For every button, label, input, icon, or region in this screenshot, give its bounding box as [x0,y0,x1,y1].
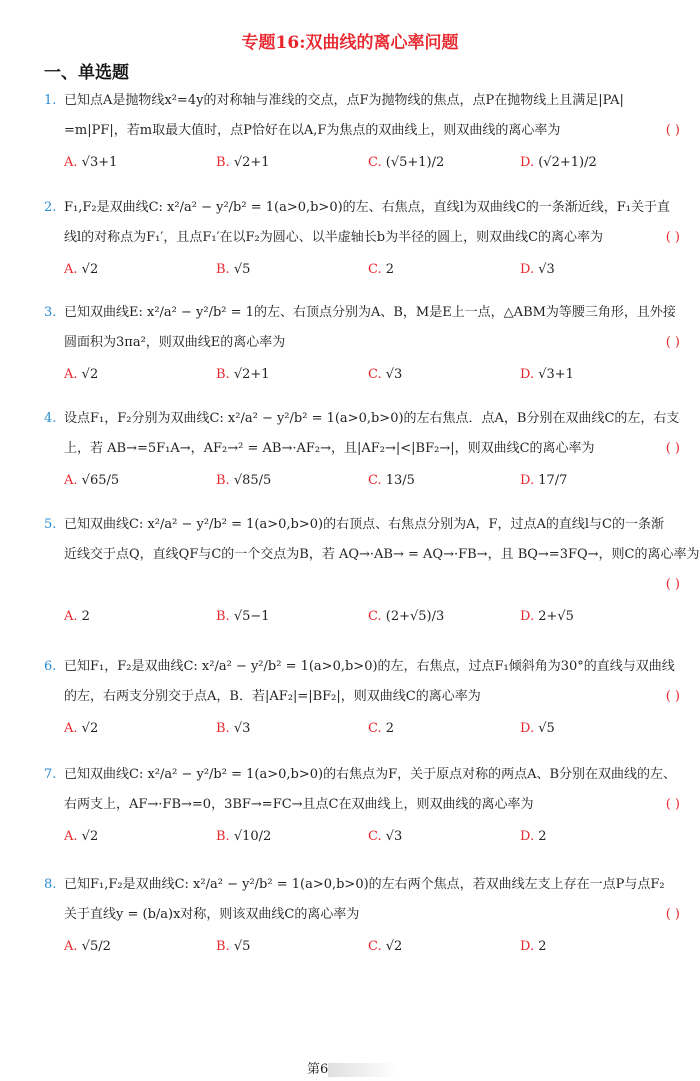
question-number: 2. [44,200,57,215]
option-label: C. [368,155,382,170]
option-c [368,822,402,852]
question-text: 圆面积为3πa²，则双曲线E的离心率为 [64,335,286,350]
option-value: (√2+1)/2 [534,155,597,170]
option-value: √3+1 [534,367,574,382]
option-value: √3 [534,262,555,277]
page-number-fade [328,1063,398,1077]
answer-blank: ( ) [665,797,680,812]
option-b [216,466,271,496]
question-text: F₁,F₂是双曲线C: x²/a² − y²/b² = 1(a>0,b>0)的左、右焦点，直线l为双曲线C的一条渐近线，F₁关于直 [64,200,671,215]
option-value: 2 [381,262,395,277]
option-value: √5 [229,939,251,954]
option-d [520,932,547,962]
question-4 [44,404,684,500]
question-line [44,900,684,930]
answer-blank: ( ) [665,441,680,456]
option-a [64,822,98,852]
option-label: A. [64,829,78,844]
option-value: (√5+1)/2 [381,155,445,170]
question-line [44,682,684,712]
question-number: 7. [44,767,57,782]
option-label: B. [216,367,230,382]
option-label: C. [368,262,382,277]
option-value: √5/2 [77,939,111,954]
option-value: 13/5 [381,473,415,488]
option-c [368,466,415,496]
option-label: D. [520,721,535,736]
option-b [216,822,271,852]
option-c [368,360,402,390]
question-7 [44,760,684,856]
option-value: √3 [229,721,251,736]
question-text: 已知双曲线C: x²/a² − y²/b² = 1(a>0,b>0)的右焦点为F，关于原点对称的两点A、B分别在双曲线的左、 [64,767,677,782]
option-label: D. [520,367,535,382]
options-row [44,255,684,289]
option-label: C. [368,473,382,488]
question-text: 设点F₁，F₂分别为双曲线C: x²/a² − y²/b² = 1(a>0,b>0)的左右焦点．点A，B分别在双曲线C的左，右支 [64,411,680,426]
question-line [44,652,684,682]
option-a [64,255,98,285]
option-d [520,714,555,744]
question-text: 已知点A是抛物线x²=4y的对称轴与准线的交点，点F为抛物线的焦点，点P在抛物线上且满足|PA| [64,93,624,108]
option-label: D. [520,609,535,624]
option-label: D. [520,473,535,488]
question-text: 右两支上，AF→·FB→=0，3BF→=FC→且点C在双曲线上，则双曲线的离心率为 [64,797,534,812]
option-label: B. [216,609,230,624]
option-label: D. [520,939,535,954]
option-value: √2 [77,367,99,382]
question-line [44,540,700,570]
option-b [216,360,270,390]
question-line [44,193,684,223]
option-value: 2 [77,609,90,624]
option-label: C. [368,829,382,844]
option-b [216,602,270,632]
answer-blank: ( ) [665,230,680,245]
option-value: (2+√5)/3 [381,609,445,624]
question-number: 6. [44,659,57,674]
options-row [44,148,684,182]
question-line [44,298,684,328]
options-row [44,602,684,636]
question-text: 上，若 AB→=5F₁A→，AF₂→² = AB→·AF₂→，且|AF₂→|<|BF₂→|，则双曲线C的离心率为 [64,441,595,456]
question-2 [44,193,684,289]
option-label: C. [368,721,382,736]
option-label: A. [64,262,78,277]
question-text: 已知双曲线C: x²/a² − y²/b² = 1(a>0,b>0)的右顶点、右焦点分别为A，F，过点A的直线l与C的一条渐 [64,517,664,532]
option-b [216,714,250,744]
question-text: 线l的对称点为F₁′，且点F₁′在以F₂为圆心、以半虚轴长b为半径的圆上，则双曲线C的离心率为 [64,230,604,245]
question-8 [44,870,684,966]
option-label: A. [64,473,78,488]
question-text: 已知F₁，F₂是双曲线C: x²/a² − y²/b² = 1(a>0,b>0)的左，右焦点，过点F₁倾斜角为30°的直线与双曲线 [64,659,675,674]
option-value: √5 [229,262,251,277]
option-a [64,466,119,496]
answer-blank: ( ) [665,577,680,592]
question-line [44,760,684,790]
option-value: 2 [381,721,395,736]
option-c [368,602,444,632]
option-a [64,932,111,962]
option-label: D. [520,262,535,277]
question-line [44,434,684,464]
option-b [216,255,250,285]
option-label: A. [64,155,78,170]
question-text: =m|PF|，若m取最大值时，点P恰好在以A,F为焦点的双曲线上，则双曲线的离心率为 [64,123,561,138]
question-text: 已知双曲线E: x²/a² − y²/b² = 1的左、右顶点分别为A、B，M是E上一点，△ABM为等腰三角形，且外接 [64,305,676,320]
option-d [520,822,547,852]
option-value: √5 [534,721,555,736]
option-d [520,255,555,285]
option-value: √3 [381,829,403,844]
page-title: 专题16:双曲线的离心率问题 [241,33,459,53]
question-text: 已知F₁,F₂是双曲线C: x²/a² − y²/b² = 1(a>0,b>0)的左右两个焦点，若双曲线左支上存在一点P与点F₂ [64,877,665,892]
question-line [44,404,684,434]
option-label: D. [520,829,535,844]
option-c [368,932,402,962]
question-1 [44,86,684,182]
option-label: C. [368,609,382,624]
option-label: C. [368,367,382,382]
options-row [44,822,684,856]
answer-blank: ( ) [665,335,680,350]
option-label: B. [216,262,230,277]
question-number: 1. [44,93,57,108]
option-value: √2 [77,829,99,844]
question-6 [44,652,684,748]
option-label: A. [64,609,78,624]
options-row [44,714,684,748]
option-value: 17/7 [534,473,568,488]
option-b [216,932,250,962]
question-text: 关于直线y = (b/a)x对称，则该双曲线C的离心率为 [64,907,360,922]
option-label: D. [520,155,535,170]
answer-blank: ( ) [665,123,680,138]
question-number: 8. [44,877,57,892]
question-line [44,328,684,358]
option-a [64,714,98,744]
answer-blank-line [44,570,684,600]
option-d [520,360,574,390]
option-a [64,148,117,178]
option-value: 2+√5 [534,609,574,624]
question-line [44,510,684,540]
question-line [44,86,684,116]
option-label: B. [216,473,230,488]
question-line [44,870,684,900]
question-5 [44,510,700,636]
option-label: A. [64,721,78,736]
option-value: √2 [77,721,99,736]
options-row [44,466,684,500]
question-number: 4. [44,411,57,426]
page-number: 第6 [307,1062,329,1077]
options-row [44,360,684,394]
section-heading: 一、单选题 [44,63,129,83]
option-d [520,148,597,178]
question-text: 的左，右两支分别交于点A，B．若|AF₂|=|BF₂|，则双曲线C的离心率为 [64,689,481,704]
question-line [44,790,684,820]
option-value: √2 [77,262,99,277]
option-d [520,602,574,632]
option-value: √2 [381,939,403,954]
option-value: √2+1 [229,155,270,170]
question-3 [44,298,684,394]
option-a [64,602,90,632]
option-value: √5−1 [229,609,270,624]
option-label: B. [216,829,230,844]
answer-blank: ( ) [665,689,680,704]
question-line [44,116,684,146]
option-value: √2+1 [229,367,270,382]
option-d [520,466,567,496]
option-b [216,148,270,178]
option-c [368,714,394,744]
option-label: C. [368,939,382,954]
option-value: √85/5 [229,473,272,488]
option-label: B. [216,939,230,954]
question-text: 近线交于点Q，直线QF与C的一个交点为B，若 AQ→·AB→ = AQ→·FB→，且 BQ→=3FQ→，则C的离心率为 [64,547,700,562]
option-label: A. [64,367,78,382]
option-value: √3 [381,367,403,382]
option-c [368,255,394,285]
option-label: B. [216,721,230,736]
answer-blank: ( ) [665,907,680,922]
options-row [44,932,684,966]
option-value: √10/2 [229,829,272,844]
option-value: 2 [534,939,547,954]
option-label: A. [64,939,78,954]
question-number: 3. [44,305,57,320]
option-c [368,148,444,178]
option-value: √3+1 [77,155,118,170]
option-value: 2 [534,829,547,844]
question-number: 5. [44,517,57,532]
option-label: B. [216,155,230,170]
option-a [64,360,98,390]
option-value: √65/5 [77,473,120,488]
page-footer [307,1058,398,1077]
question-line [44,223,684,253]
